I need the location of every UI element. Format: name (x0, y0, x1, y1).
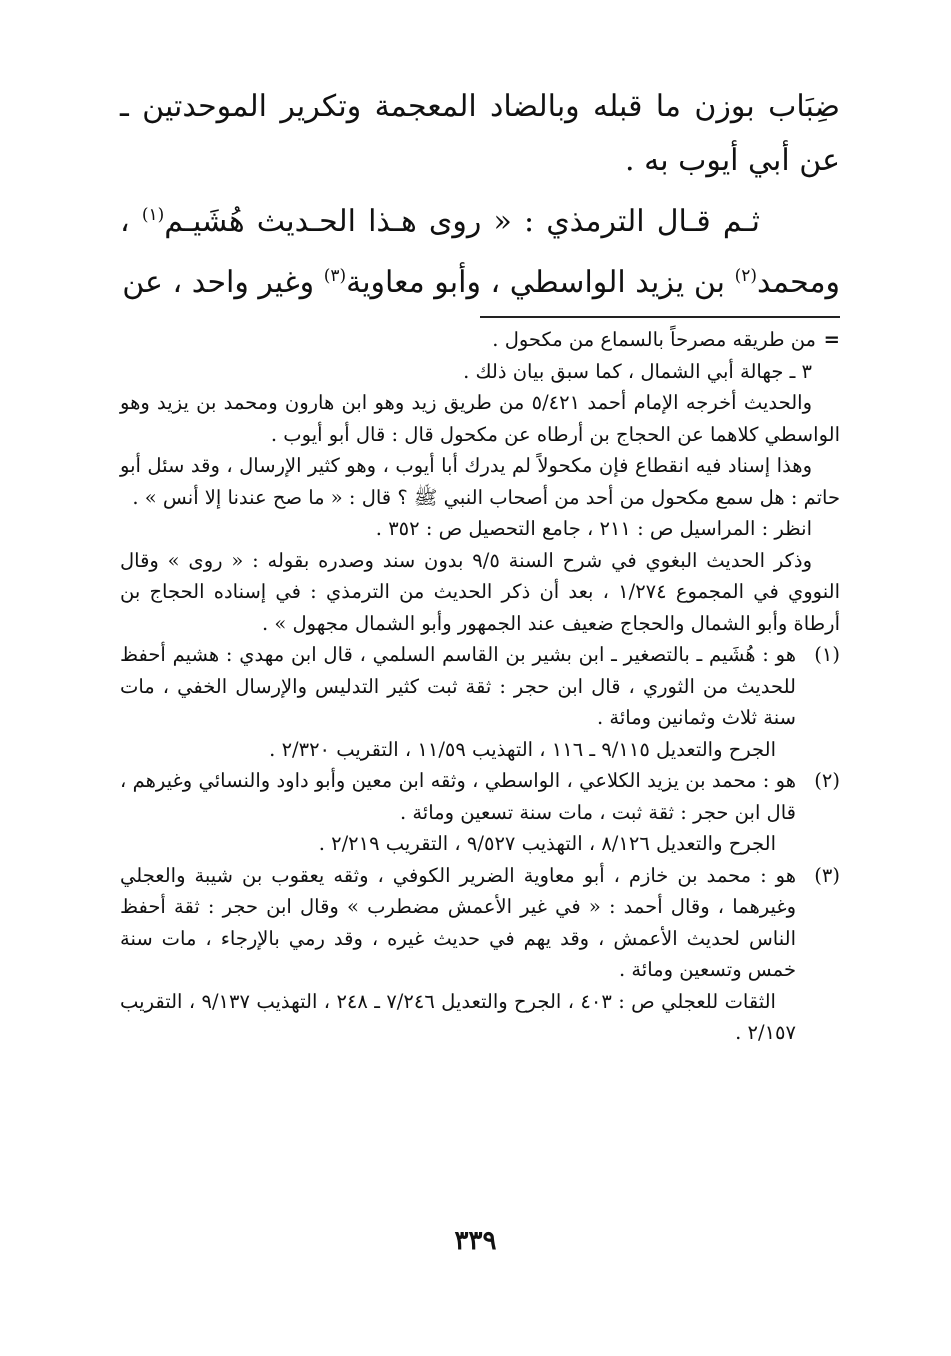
footnote-ref-1: (١) (141, 205, 165, 225)
footnote-reference: الجرح والتعديل ٩/١١٥ ـ ١١٦ ، التهذيب ١١/٥٩ ، التقريب ٢/٣٢٠ . (269, 737, 776, 761)
footnote-continuation (120, 324, 840, 356)
footnotes (120, 324, 840, 1049)
footnote-separator (480, 316, 840, 318)
continuation-text: من طريقه مصرحاً بالسماع من مكحول . (492, 328, 816, 351)
footnote-text: هو : محمد بن يزيد الكلاعي ، الواسطي ، وثقه ابن معين وأبو داود والنسائي وغيرهم ، قال ابن حجر : ثقة ثبت ، مات سنة تسعين ومائة . (120, 769, 796, 824)
footnote-reference: الثقات للعجلي ص : ٤٠٣ ، الجرح والتعديل ٧/٢٤٦ ـ ٢٤٨ ، التهذيب ٩/١٣٧ ، التقريب ٢/١٥٧ . (120, 989, 796, 1044)
footnote-number: (٣) (814, 863, 840, 887)
footnote-ref-3: (٣) (323, 266, 347, 286)
main-text-segment: ثـم قـال الترمذي : « روى هـذا الحـديث هُشَيـم (164, 204, 760, 239)
footnote-paragraph: والحديث أخرجه الإمام أحمد ٥/٤٢١ من طريق زيد وهو ابن هارون ومحمد بن يزيد وهو الواسطي كلاهما عن الحجاج بن أرطاه عن مكحول قال : قال أبو أيوب . (120, 391, 840, 446)
footnote-number: (٢) (814, 769, 840, 792)
page-number: ٣٣٩ (454, 1226, 497, 1256)
footnote-3 (120, 860, 840, 1049)
continuation-mark: = (823, 328, 840, 351)
main-text-segment: ، ومحمد (120, 204, 840, 300)
main-text-segment: بن يزيد الواسطي ، وأبو معاوية (346, 265, 726, 300)
footnote-1 (120, 639, 840, 765)
footnote-body (120, 639, 796, 765)
main-paragraph-1: ضِبَاب بوزن ما قبله وبالضاد المعجمة وتكرير الموحدتين ـ عن أبي أيوب به . (120, 89, 840, 178)
footnote-paragraph: وهذا إسناد فيه انقطاع فإن مكحولاً لم يدرك أبا أيوب ، وهو كثير الإرسال ، وقد سئل أبو حاتم : هل سمع مكحول من أحد من أصحاب النبي ﷺ ؟ قال : « ما صح عندنا إلا أنس » . (120, 454, 840, 509)
footnote-text: هو : محمد بن خازم ، أبو معاوية الضرير الكوفي ، وثقه يعقوب بن شيبة والعجلي وغيرهما ، وقال أحمد : « في غير الأعمش مضطرب » وقال ابن حجر : ثقة أحفظ الناس لحديث الأعمش ، وقد يهم في حديث غيره ، وقد رمي بالإرجاء ، مات سنة خمس وتسعين ومائة . (120, 863, 796, 981)
footnote-body (120, 765, 796, 860)
footnote-paragraph: وذكر الحديث البغوي في شرح السنة ٩/٥ بدون سند وصدره بقوله : « روى » وقال النووي في المجموع ١/٢٧٤ ، بعد أن ذكر الحديث من الترمذي : في إسناده الحجاج بن أرطاة وأبو الشمال والحجاج ضعيف عند الجمهور وأبو الشمال مجهول » . (120, 548, 840, 635)
footnote-number: (١) (814, 643, 840, 666)
footnote-paragraph: انظر : المراسيل ص : ٢١١ ، جامع التحصيل ص : ٣٥٢ . (375, 517, 812, 540)
main-text-segment: وغير واحد ، عن (122, 265, 315, 300)
footnote-2 (120, 765, 840, 860)
footnote-ref-2: (٢) (734, 266, 757, 286)
page (120, 80, 840, 1049)
footnote-reference: الجرح والتعديل ٨/١٢٦ ، التهذيب ٩/٥٢٧ ، التقريب ٢/٢١٩ . (318, 832, 776, 855)
footnote-item-3: ٣ ـ جهالة أبي الشمال ، كما سبق بيان ذلك . (463, 359, 812, 383)
main-text (120, 80, 840, 310)
footnote-text: هو : هُشَيم ـ بالتصغير ـ ابن بشير بن القاسم السلمي ، قال ابن مهدي : هشيم أحفظ للحديث من الثوري ، قال ابن حجر : ثقة ثبت كثير التدليس والإرسال الخفي ، مات سنة ثلاث وثمانين ومائة . (120, 643, 796, 729)
footnote-body (120, 860, 796, 1049)
main-paragraph-2 (120, 188, 840, 310)
